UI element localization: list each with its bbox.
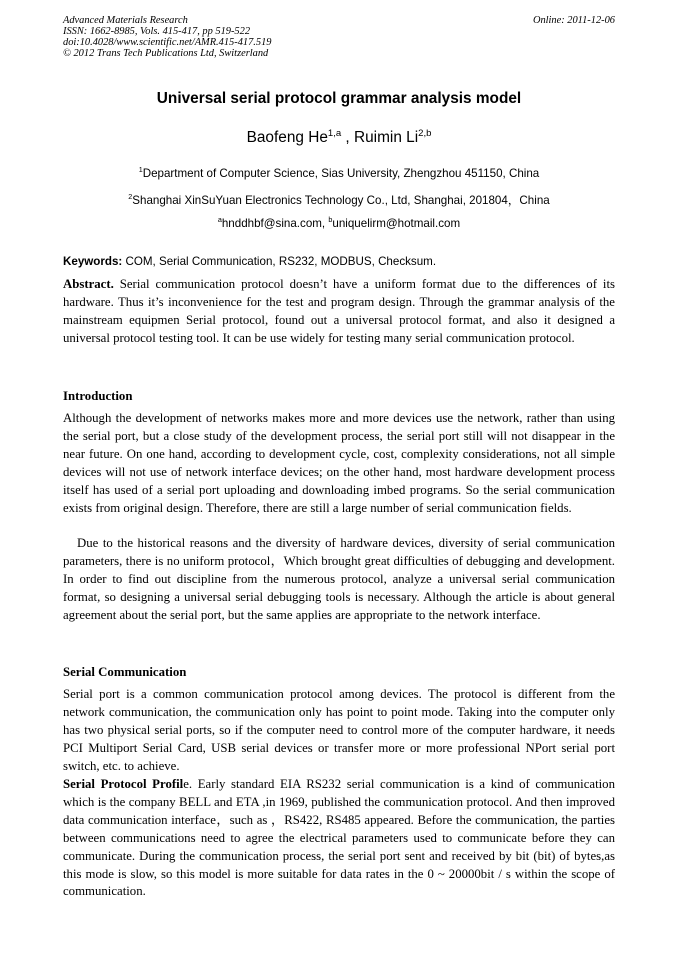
serial-protocol-profile-paragraph	[63, 776, 615, 901]
keywords-text: COM, Serial Communication, RS232, MODBUS, Checksum.	[122, 255, 437, 268]
serial-protocol-profile-text: e. Early standard EIA RS232 serial communication is a kind of communication which is the company BELL and ETA ,in 1969, published the communication protocol. And then improved data communication interface，such as ，RS422, RS485 appeared. Before the communication, the parties between communications need to agree the electrical parameters used to communicate before they can communicate. During the communication process, the serial port sent and received by bit (bit) of bytes,as this mode is slow, so this model is more suitable for data rates in the 0 ~ 20000bit / s within the scope of communication.	[63, 777, 615, 899]
email-line	[0, 217, 678, 230]
author-2-sup: 2,b	[418, 127, 432, 139]
serial-communication-paragraph-1: Serial port is a common communication protocol among devices. The protocol is different from the network communication, the communication only has point to point mode. Taking into the computer only has two physical serial ports, so if the computer need to control more of the computer hardware, it needs PCI Multiport Serial Card, USB serial devices or transfer more or more professional NPort serial port switch, etc. to achieve.	[63, 687, 615, 773]
paper-title: Universal serial protocol grammar analysis model	[156, 90, 522, 107]
journal-copyright: © 2012 Trans Tech Publications Ltd, Switzerland	[63, 48, 269, 59]
author-line	[0, 129, 678, 147]
journal-issn: ISSN: 1662-8985, Vols. 415-417, pp 519-522	[63, 26, 251, 37]
email-b-sup: b	[328, 215, 333, 225]
serial-communication-heading: Serial Communication	[63, 665, 187, 679]
affiliation-2	[0, 192, 678, 208]
serial-protocol-profile-label: Serial Protocol Profil	[63, 777, 184, 791]
introduction-heading: Introduction	[63, 389, 133, 403]
author-separator: ,	[341, 129, 354, 146]
email-a: hnddhbf@sina.com,	[221, 217, 329, 230]
affiliation-1-sup: 1	[138, 165, 143, 175]
abstract-label: Abstract.	[63, 277, 114, 291]
journal-header	[63, 15, 271, 59]
abstract-text: Serial communication protocol doesn’t have a uniform format due to the differences of its hardware. Thus it’s inconvenience for the test and program design. Through the grammar analysis of the mainstream equipmen Serial protocol, found out a universal protocol format, and also it designed a universal protocol testing tool. It can be use widely for testing many serial communication protocol.	[63, 277, 615, 345]
affiliation-2-text: Shanghai XinSuYuan Electronics Technology Co., Ltd, Shanghai, 201804，China	[132, 194, 550, 207]
email-b: uniquelirm@hotmail.com	[332, 217, 461, 230]
author-1-sup: 1,a	[327, 127, 342, 139]
keywords	[63, 255, 615, 268]
keywords-label: Keywords:	[63, 255, 123, 268]
introduction-paragraph-2: Due to the historical reasons and the diversity of hardware devices, diversity of serial communication parameters, there is no uniform protocol，Which brought great difficulties of debugging and development. In order to find out discipline from the numerous protocol, analyze a universal serial communication format, so designing a universal serial debugging tools is necessary. Although the article is about general agreement about the serial port, but the same applies are appropriate to the network interface.	[63, 536, 615, 622]
affiliation-1	[0, 167, 678, 180]
introduction-paragraph-1: Although the development of networks makes more and more devices use the network, rather than using the serial port, but a close study of the development process, the serial port still will not disappear in the near future. On one hand, according to development cycle, cost, complexity considerations, not all simple devices will not use of network interface devices; on the other hand, most hardware development process itself has used of a serial port uploading and downloading imbed programs. So the serial communication exists from original design. Therefore, there are still a large number of serial communication fields.	[63, 411, 615, 515]
abstract-paragraph	[63, 276, 615, 348]
online-date: Online: 2011-12-06	[532, 15, 615, 26]
email-a-sup: a	[217, 215, 222, 225]
affiliation-1-text: Department of Computer Science, Sias University, Zhengzhou 451150, China	[142, 167, 540, 180]
author-1-name: Baofeng He	[246, 129, 328, 146]
journal-doi: doi:10.4028/www.scientific.net/AMR.415-417.519	[63, 37, 272, 48]
journal-name: Advanced Materials Research	[63, 15, 188, 26]
author-2-name: Ruimin Li	[353, 129, 419, 146]
affiliation-2-sup: 2	[128, 192, 133, 202]
